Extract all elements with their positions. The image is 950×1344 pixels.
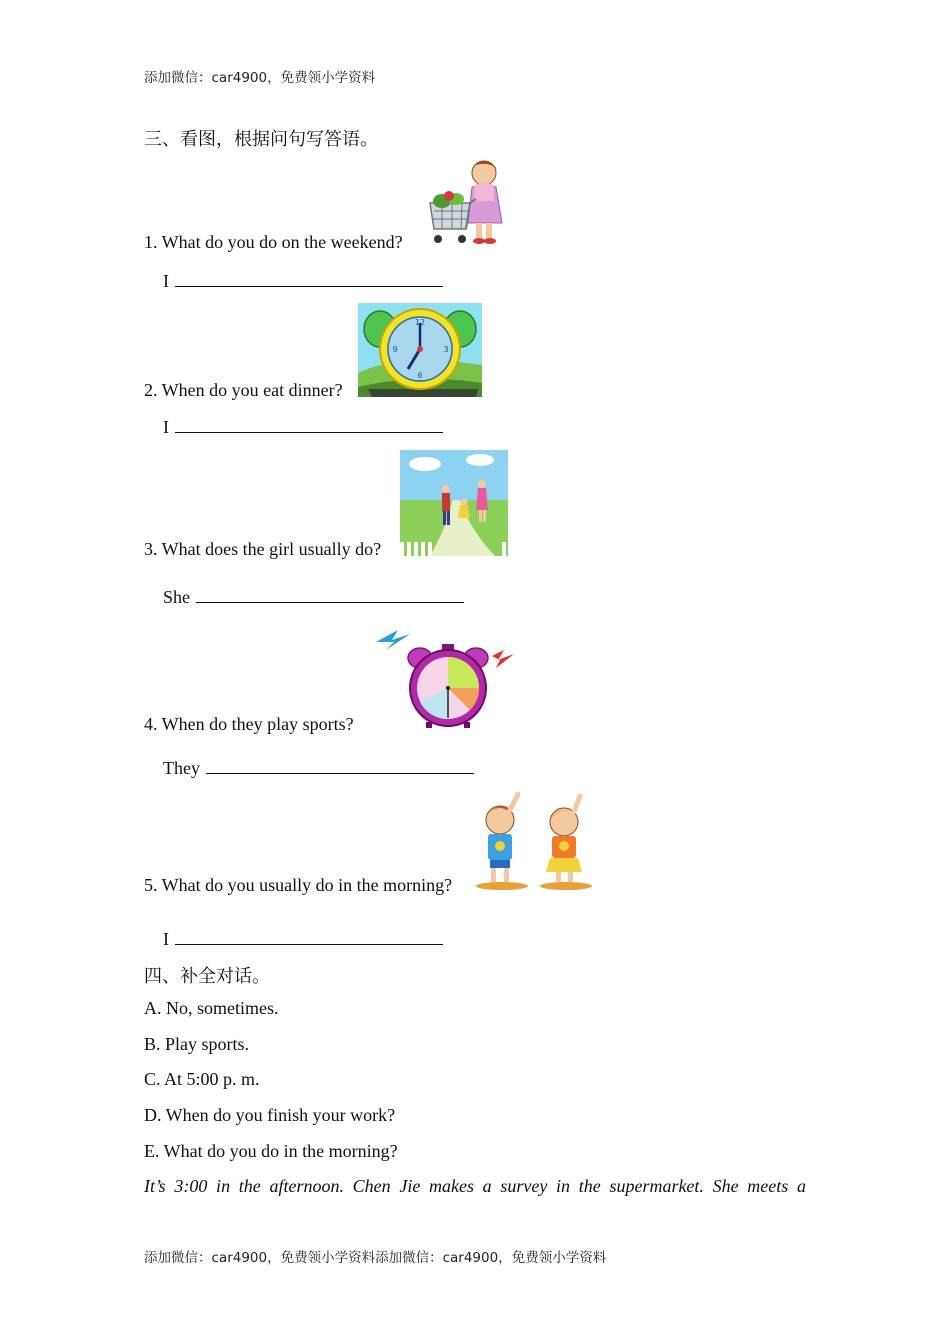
answer-blank-1[interactable]	[175, 272, 443, 287]
answer-blank-3[interactable]	[196, 588, 464, 603]
answer-line-4[interactable]	[163, 758, 474, 779]
page-footer: 添加微信：car4900，免费领小学资料添加微信：car4900，免费领小学资料	[144, 1250, 607, 1266]
answer-blank-4[interactable]	[206, 759, 474, 774]
svg-text:9: 9	[392, 345, 398, 354]
kids-exercise-image	[474, 792, 596, 892]
option-b: B. Play sports.	[144, 1034, 250, 1054]
answer-prefix-4: They	[163, 758, 200, 778]
question-1: 1. What do you do on the weekend?	[144, 232, 403, 252]
section-4-title: 四、补全对话。	[144, 966, 270, 987]
answer-line-3[interactable]	[163, 587, 464, 608]
girl-shopping-cart-image	[424, 155, 506, 250]
answer-line-2[interactable]	[163, 417, 443, 438]
answer-line-5[interactable]	[163, 929, 443, 950]
answer-prefix-2: I	[163, 417, 169, 437]
svg-text:6: 6	[417, 371, 423, 380]
question-3: 3. What does the girl usually do?	[144, 539, 382, 559]
family-walk-image	[400, 450, 508, 556]
alarm-clock-dinner-image	[358, 303, 482, 397]
section-3-title: 三、看图，根据问句写答语。	[144, 129, 378, 150]
question-2: 2. When do you eat dinner?	[144, 380, 343, 400]
svg-text:12: 12	[414, 318, 426, 327]
option-d: D. When do you finish your work?	[144, 1105, 396, 1125]
answer-prefix-5: I	[163, 929, 169, 949]
purple-alarm-clock-image	[370, 620, 520, 732]
answer-line-1[interactable]	[163, 271, 443, 292]
answer-prefix-3: She	[163, 587, 190, 607]
answer-prefix-1: I	[163, 271, 169, 291]
answer-blank-5[interactable]	[175, 930, 443, 945]
option-c: C. At 5:00 p. m.	[144, 1069, 260, 1089]
dialogue-passage: It’s 3:00 in the afternoon. Chen Jie makes a survey in the supermarket. She meets a	[144, 1176, 806, 1196]
page-header: 添加微信：car4900，免费领小学资料	[144, 70, 376, 86]
answer-blank-2[interactable]	[175, 418, 443, 433]
question-4: 4. When do they play sports?	[144, 714, 354, 734]
question-5: 5. What do you usually do in the morning?	[144, 875, 453, 895]
option-a: A. No, sometimes.	[144, 998, 279, 1018]
svg-text:3: 3	[443, 345, 449, 354]
option-e: E. What do you do in the morning?	[144, 1141, 398, 1161]
